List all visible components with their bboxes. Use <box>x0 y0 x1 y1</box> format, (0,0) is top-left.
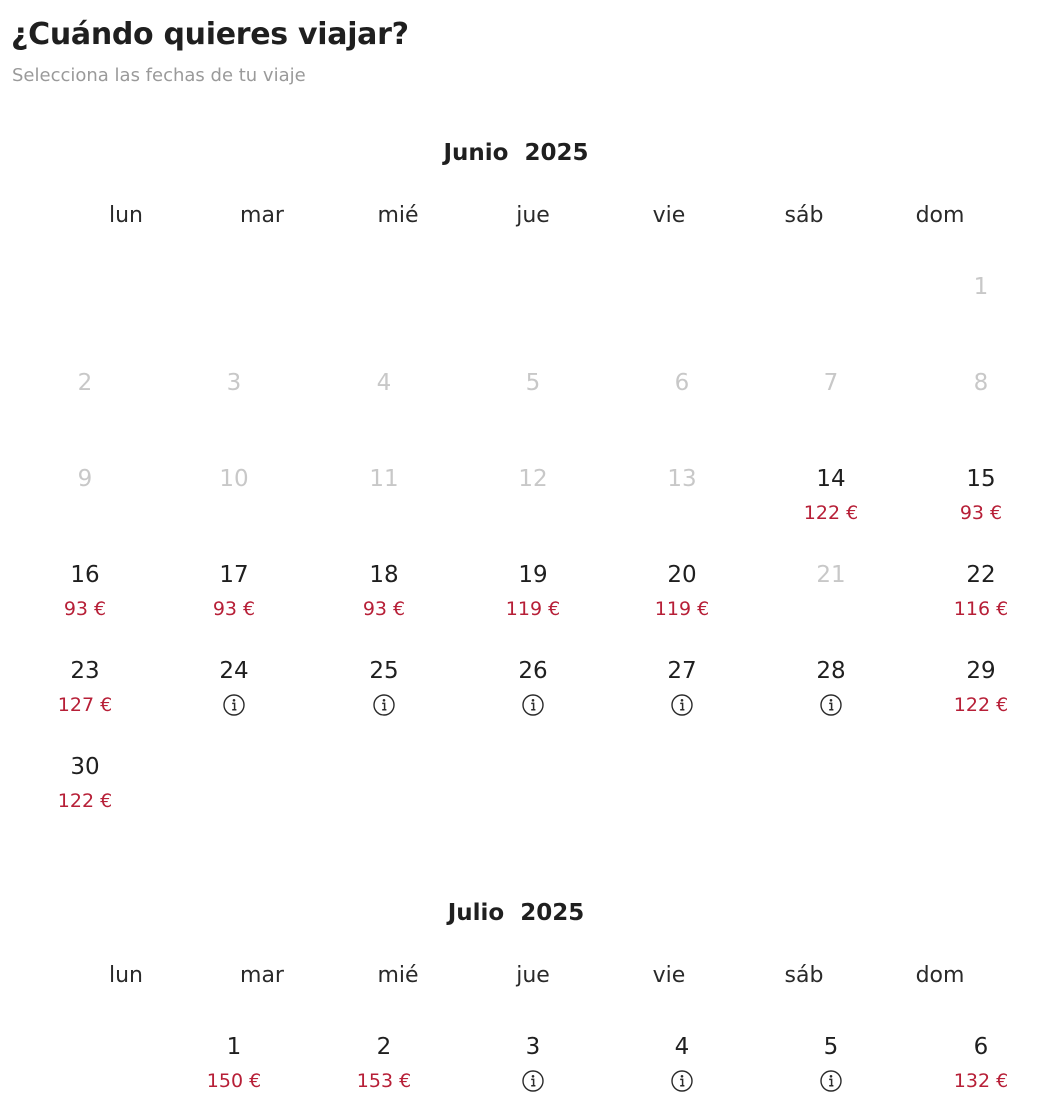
page-title: ¿Cuándo quieres viajar? <box>11 17 409 52</box>
info-icon <box>373 694 395 716</box>
day-number: 11 <box>369 466 399 492</box>
weekday-header: sáb <box>784 203 824 228</box>
day-number: 6 <box>973 1034 989 1060</box>
day-price: 122 € <box>953 694 1009 716</box>
month-title: Julio 2025 <box>447 900 585 926</box>
day-number: 14 <box>816 466 846 492</box>
day-cell <box>776 561 886 641</box>
day-number: 21 <box>816 562 846 588</box>
day-cell[interactable] <box>329 1033 439 1113</box>
day-cell[interactable] <box>776 1033 886 1113</box>
day-number: 29 <box>966 658 996 684</box>
day-price: 122 € <box>803 502 859 524</box>
day-cell[interactable] <box>926 657 1036 737</box>
day-cell[interactable] <box>776 465 886 545</box>
day-cell[interactable] <box>627 1033 737 1113</box>
day-number: 9 <box>77 466 93 492</box>
day-cell[interactable] <box>30 753 140 833</box>
day-cell[interactable] <box>776 657 886 737</box>
info-icon <box>522 694 544 716</box>
day-price: 93 € <box>362 598 406 620</box>
day-number: 30 <box>70 754 100 780</box>
day-price: 122 € <box>57 790 113 812</box>
info-icon <box>522 1070 544 1092</box>
day-number: 5 <box>823 1034 839 1060</box>
day-cell[interactable] <box>926 561 1036 641</box>
weekday-header: mié <box>377 203 419 228</box>
day-number: 1 <box>226 1034 242 1060</box>
info-icon <box>820 1070 842 1092</box>
day-price: 116 € <box>953 598 1009 620</box>
day-price: 127 € <box>57 694 113 716</box>
day-cell[interactable] <box>30 657 140 737</box>
day-cell <box>329 369 439 449</box>
day-price: 132 € <box>953 1070 1009 1092</box>
weekday-header: dom <box>915 963 965 988</box>
weekday-header: mar <box>240 963 284 988</box>
day-number: 16 <box>70 562 100 588</box>
day-number: 27 <box>667 658 697 684</box>
weekday-header: mar <box>240 203 284 228</box>
day-number: 22 <box>966 562 996 588</box>
day-number: 13 <box>667 466 697 492</box>
day-number: 28 <box>816 658 846 684</box>
day-number: 5 <box>525 370 541 396</box>
weekday-header: sáb <box>784 963 824 988</box>
day-number: 25 <box>369 658 399 684</box>
day-number: 3 <box>525 1034 541 1060</box>
day-number: 24 <box>219 658 249 684</box>
day-price: 153 € <box>356 1070 412 1092</box>
day-cell[interactable] <box>329 561 439 641</box>
info-icon <box>223 694 245 716</box>
weekday-header: mié <box>377 963 419 988</box>
day-number: 26 <box>518 658 548 684</box>
day-cell <box>179 369 289 449</box>
day-cell[interactable] <box>30 561 140 641</box>
weekday-header: lun <box>109 963 143 988</box>
day-cell[interactable] <box>179 1033 289 1113</box>
day-cell[interactable] <box>926 1033 1036 1113</box>
day-number: 6 <box>674 370 690 396</box>
day-number: 2 <box>77 370 93 396</box>
day-number: 15 <box>966 466 996 492</box>
day-number: 8 <box>973 370 989 396</box>
day-cell <box>179 465 289 545</box>
day-cell <box>30 369 140 449</box>
weekday-header: jue <box>516 203 550 228</box>
page-subtitle: Selecciona las fechas de tu viaje <box>12 65 306 86</box>
day-price: 119 € <box>654 598 710 620</box>
day-cell[interactable] <box>926 465 1036 545</box>
day-cell <box>926 369 1036 449</box>
day-cell[interactable] <box>179 657 289 737</box>
day-number: 17 <box>219 562 249 588</box>
weekday-header: dom <box>915 203 965 228</box>
day-number: 12 <box>518 466 548 492</box>
info-icon <box>820 694 842 716</box>
day-price: 93 € <box>63 598 107 620</box>
weekday-header: lun <box>109 203 143 228</box>
day-cell[interactable] <box>478 657 588 737</box>
weekday-header: vie <box>652 203 686 228</box>
day-cell[interactable] <box>478 1033 588 1113</box>
day-price: 150 € <box>206 1070 262 1092</box>
day-price: 119 € <box>505 598 561 620</box>
day-cell <box>627 369 737 449</box>
day-price: 93 € <box>959 502 1003 524</box>
day-number: 4 <box>674 1034 690 1060</box>
day-number: 10 <box>219 466 249 492</box>
day-price: 93 € <box>212 598 256 620</box>
month-title: Junio 2025 <box>443 140 589 166</box>
day-number: 2 <box>376 1034 392 1060</box>
day-number: 3 <box>226 370 242 396</box>
info-icon <box>671 694 693 716</box>
day-cell <box>30 465 140 545</box>
day-cell <box>776 369 886 449</box>
day-number: 18 <box>369 562 399 588</box>
weekday-header: vie <box>652 963 686 988</box>
day-number: 19 <box>518 562 548 588</box>
day-cell <box>478 465 588 545</box>
day-cell[interactable] <box>627 561 737 641</box>
day-number: 20 <box>667 562 697 588</box>
day-number: 1 <box>973 274 989 300</box>
day-number: 4 <box>376 370 392 396</box>
day-cell[interactable] <box>179 561 289 641</box>
day-cell <box>478 369 588 449</box>
weekday-header: jue <box>516 963 550 988</box>
day-cell <box>627 465 737 545</box>
day-cell[interactable] <box>627 657 737 737</box>
day-cell <box>926 273 1036 353</box>
info-icon <box>671 1070 693 1092</box>
day-cell[interactable] <box>478 561 588 641</box>
day-cell <box>329 465 439 545</box>
day-number: 23 <box>70 658 100 684</box>
day-cell[interactable] <box>329 657 439 737</box>
day-number: 7 <box>823 370 839 396</box>
